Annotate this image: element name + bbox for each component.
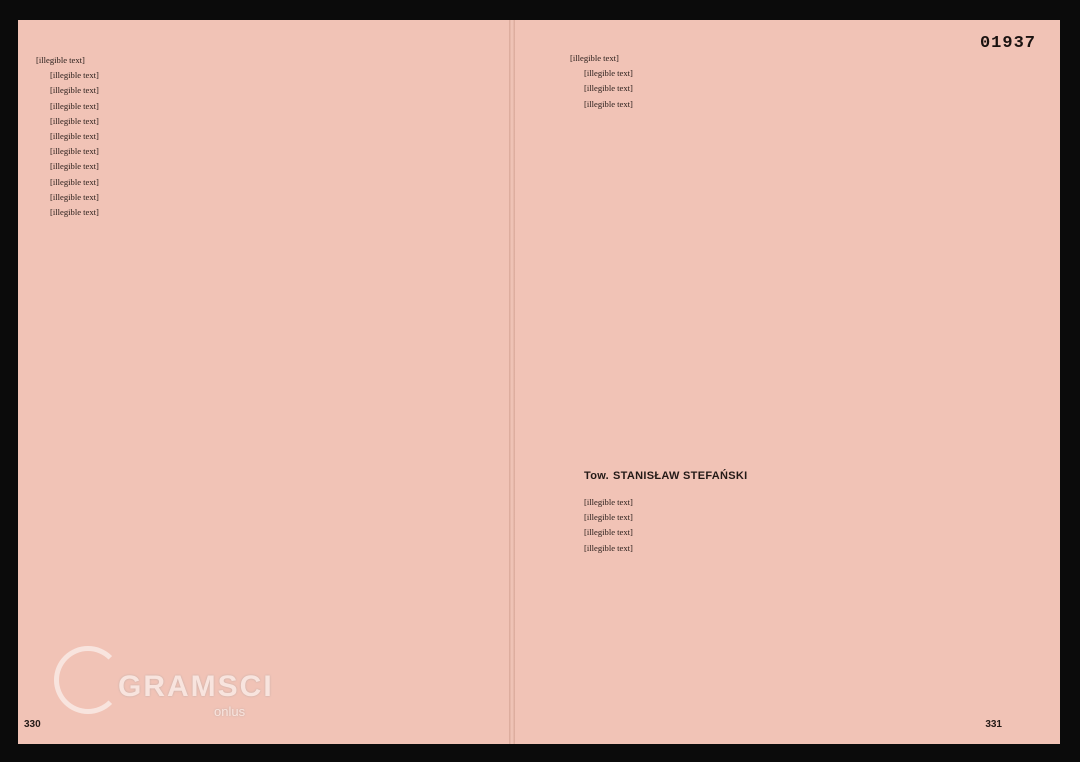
- right-paragraph: [illegible text]: [584, 512, 633, 523]
- right-paragraph: [illegible text]: [584, 527, 633, 538]
- right-page-text-bottom: [570, 496, 1002, 557]
- right-paragraph: [illegible text]: [584, 68, 633, 79]
- right-paragraph: [illegible text]: [570, 53, 619, 63]
- left-paragraph: [illegible text]: [50, 207, 99, 218]
- book-spread: [18, 20, 1060, 744]
- watermark-logo-text: GRAMSCI: [118, 670, 274, 703]
- right-paragraph: [illegible text]: [584, 542, 633, 553]
- left-paragraph: [illegible text]: [50, 191, 99, 202]
- left-paragraph: [illegible text]: [50, 115, 99, 126]
- left-paragraph: [illegible text]: [50, 176, 99, 187]
- left-paragraph: [illegible text]: [50, 70, 99, 81]
- right-page-number: 331: [985, 719, 1002, 730]
- left-paragraph: [illegible text]: [36, 55, 85, 65]
- document-number-stamp: 01937: [979, 34, 1036, 53]
- left-paragraph: [illegible text]: [50, 146, 99, 157]
- watermark-logo-sub: onlus: [214, 704, 246, 719]
- speaker-heading: [584, 470, 747, 482]
- right-page: [512, 20, 1060, 744]
- left-page: [18, 20, 512, 744]
- right-paragraph: [illegible text]: [584, 497, 633, 507]
- right-paragraph: [illegible text]: [584, 83, 633, 94]
- right-paragraph: [illegible text]: [584, 98, 633, 109]
- speaker-prefix: Tow.: [584, 470, 610, 482]
- left-paragraph: [illegible text]: [50, 100, 99, 111]
- right-page-text-top: [570, 52, 1002, 113]
- left-page-number: 330: [24, 719, 41, 730]
- left-paragraph: [illegible text]: [50, 161, 99, 172]
- left-paragraph: [illegible text]: [50, 131, 99, 142]
- speaker-name: STANISŁAW STEFAŃSKI: [613, 470, 748, 482]
- left-paragraph: [illegible text]: [50, 85, 99, 96]
- left-page-text: [36, 54, 458, 221]
